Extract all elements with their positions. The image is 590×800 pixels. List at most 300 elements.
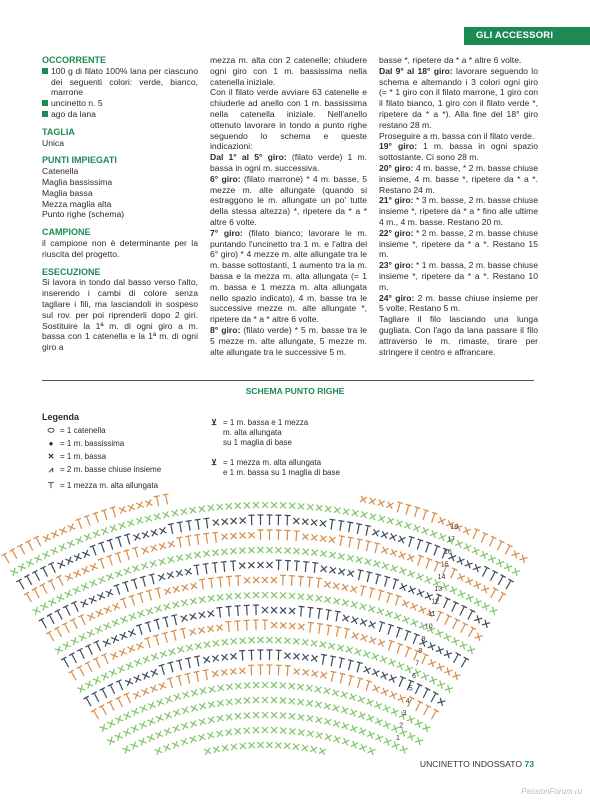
stitch-hdc [384, 592, 393, 603]
stitch-hdc [257, 665, 263, 675]
stitch-hdc [194, 671, 202, 682]
stitch-hdc [181, 615, 188, 622]
stitch-sc [98, 576, 106, 584]
stitch-sc [342, 599, 349, 606]
stitch-sc [359, 603, 366, 610]
stitch-sc [266, 742, 272, 748]
stitch-hdc [159, 527, 166, 534]
stitch-hdc [284, 666, 291, 676]
stitch-sc [198, 506, 205, 513]
stitch-hdc [355, 678, 364, 689]
punto-item: Punto righe (schema) [42, 209, 125, 220]
stitch-sc [92, 530, 100, 538]
stitch-sc [103, 622, 111, 630]
stitch-sc [387, 517, 394, 524]
stitch-sc [141, 562, 148, 569]
stitch-sc [199, 703, 206, 710]
stitch-hdc [473, 581, 481, 589]
stitch-hdc [150, 545, 157, 552]
stitch-hdc [96, 609, 104, 617]
stitch-hdc [324, 610, 332, 621]
stitch-hdc [17, 544, 27, 556]
stitch-hdc [235, 576, 242, 586]
stitch-hdc [235, 606, 242, 616]
stitch-hdc [275, 665, 281, 675]
paragraph: Tagliare il filo lasciando una lunga gugliata. Con l'ago da lana passare il filo attraverso le m. rimaste, tirare per stringere il centro e affrancare. [379, 314, 538, 357]
stitch-hdc [320, 535, 327, 542]
stitch-hdc [171, 630, 179, 641]
stitch-sc [306, 685, 313, 692]
stitch-sc [396, 520, 403, 527]
stitch-sc [81, 583, 89, 591]
stitch-sc [120, 616, 128, 624]
stitch-sc [212, 549, 219, 556]
stitch-sc [221, 639, 228, 646]
stitch-sc [194, 552, 201, 559]
stitch-sc [512, 568, 520, 576]
stitch-sc [333, 720, 340, 727]
stitch-hdc [107, 701, 117, 713]
stitch-hdc [145, 500, 152, 507]
stitch-hdc [363, 525, 371, 536]
stitch-hdc [48, 579, 58, 591]
stitch-sc [302, 639, 309, 646]
stitch-hdc [402, 630, 411, 641]
stitch-hdc [77, 648, 87, 660]
stitch-hdc [140, 576, 148, 587]
stitch-hdc [480, 566, 490, 578]
stitch-hdc [381, 688, 389, 696]
stitch-hdc [481, 585, 489, 593]
stitch-sc [341, 722, 348, 729]
stitch-sc [375, 718, 383, 726]
stitch-hdc [185, 536, 193, 547]
stitch-hdc [262, 607, 268, 613]
occorrente-item: uncinetto n. 5 [42, 98, 198, 109]
stitch-sc [289, 503, 295, 509]
stitch-sc [156, 699, 164, 707]
stitch-sc [289, 698, 296, 705]
stitch-hdc [311, 655, 318, 662]
stitch-sc [333, 736, 340, 743]
stitch-sc [239, 547, 245, 553]
stitch-sc [298, 593, 305, 600]
stitch-sc [288, 683, 294, 689]
stitch-hdc [90, 545, 99, 556]
stitch-sc [377, 608, 384, 615]
stitch-hdc [302, 518, 308, 524]
stitch-sc [71, 637, 79, 645]
stitch-sc [415, 737, 423, 745]
stitch-sc [55, 646, 63, 654]
stitch-sc [324, 718, 331, 725]
punti-title: PUNTI IMPIEGATI [42, 155, 117, 166]
stitch-sc [378, 515, 385, 522]
legend-text: = 1 catenella [60, 426, 106, 435]
stitch-hdc [465, 577, 473, 585]
stitch-sc [177, 646, 184, 653]
stitch-sc [163, 603, 170, 610]
stitch-sc [226, 684, 233, 691]
stitch-hdc [16, 579, 26, 591]
stitch-hdc [57, 560, 65, 568]
stitch-hdc [253, 605, 259, 615]
stitch-hdc [190, 582, 197, 589]
stitch-hdc [415, 555, 424, 566]
row-number: 9 [421, 635, 426, 643]
stitch-hdc [329, 671, 337, 682]
stitch-sc [131, 725, 139, 733]
stitch-hdc [97, 592, 105, 600]
stitch-hdc [350, 586, 357, 593]
stitch-hdc [482, 620, 490, 628]
stitch-sc [155, 605, 162, 612]
stitch-hdc [463, 527, 471, 535]
stitch-hdc [154, 619, 162, 630]
stitch-sc [244, 712, 250, 718]
stitch-sc [262, 727, 268, 733]
stitch-hdc [98, 558, 107, 569]
stitch-hdc [288, 576, 295, 586]
stitch-sc [466, 594, 474, 602]
stitch-hdc [212, 655, 219, 662]
stitch-sc [26, 559, 34, 567]
stitch-sc [311, 549, 318, 556]
stitch-hdc [136, 642, 144, 650]
round-text: * 2 m. basse, 2 m. basse chiuse insieme *, ripetere da * a *. Restano 15 m. [379, 227, 538, 260]
stitch-sc [75, 537, 83, 545]
stitch-sc [333, 598, 340, 605]
stitch-sc [352, 510, 359, 517]
stitch-sc [147, 734, 155, 742]
stitch-hdc [358, 586, 366, 597]
stitch-hdc [212, 670, 219, 677]
stitch-hdc [394, 643, 403, 654]
stitch-hdc [111, 635, 119, 643]
occorrente-item: 100 g di filato 100% lana per ciascuno dei seguenti colori: verde, bianco, marrone [42, 66, 198, 98]
stitch-sc [451, 637, 459, 645]
stitch-sc [136, 517, 143, 524]
stitch-hdc [230, 561, 237, 571]
stitch-hdc [459, 657, 469, 669]
stitch-hdc [293, 668, 300, 675]
stitch-hdc [142, 531, 149, 538]
stitch-hdc [382, 576, 390, 587]
stitch-hdc [203, 564, 210, 575]
stitch-sc [258, 742, 264, 748]
stitch-sc [40, 602, 48, 610]
stitch-sc [174, 693, 181, 700]
stitch-sc [189, 507, 196, 514]
row-number: 12 [431, 598, 439, 606]
stitch-hdc [124, 534, 133, 545]
stitch-hdc [208, 610, 215, 617]
stitch-hdc [240, 517, 246, 523]
stitch-sc [400, 746, 408, 754]
stitch-sc [134, 659, 142, 667]
stitch-sc [48, 598, 56, 606]
stitch-sc [180, 508, 187, 515]
stitch-sc [369, 513, 376, 520]
stitch-sc [204, 748, 211, 755]
stitch-hdc [393, 595, 402, 606]
stitch-hdc [511, 550, 519, 558]
stitch-hdc [450, 618, 460, 630]
stitch-hdc [132, 547, 140, 558]
stitch-sc [118, 522, 125, 529]
stitch-hdc [230, 533, 236, 539]
stitch-sc [343, 508, 350, 515]
stitch-hdc [496, 575, 506, 587]
stitch-sc [407, 570, 415, 578]
stitch-sc [110, 525, 118, 533]
stitch-hdc [417, 589, 425, 597]
stitch-sc [297, 684, 304, 691]
stitch-hdc [302, 669, 309, 676]
stitch-hdc [167, 662, 175, 673]
stitch-hdc [85, 661, 95, 673]
stitch-sc [67, 540, 75, 548]
stitch-hdc [284, 530, 290, 540]
stitch-sc [275, 637, 281, 643]
stitch-sc [488, 555, 496, 563]
stitch-hdc [151, 529, 158, 536]
stitch-sc [147, 718, 155, 726]
campione-title: CAMPIONE [42, 227, 91, 238]
stitch-hdc [378, 639, 386, 647]
stitch-hdc [372, 669, 380, 677]
stitch-hdc [372, 543, 380, 554]
stitch-sc [172, 725, 180, 733]
stitch-sc [359, 744, 367, 752]
stitch-hdc [449, 601, 459, 613]
row-number: 16 [444, 549, 452, 556]
stitch-sc [244, 682, 250, 688]
stitch-hdc [122, 581, 131, 592]
stitch-sc [342, 738, 349, 745]
stitch-sc [360, 511, 367, 518]
stitch-hdc [185, 658, 193, 669]
stitch-hdc [432, 561, 441, 572]
stitch-hdc [125, 678, 133, 686]
stitch-hdc [181, 584, 188, 591]
stitch-hdc [341, 584, 348, 591]
stitch-sc [311, 640, 318, 647]
stitch-hdc [320, 654, 328, 665]
stitch-hdc [438, 517, 446, 525]
stitch-sc [413, 525, 421, 533]
stitch-hdc [325, 625, 333, 636]
stitch-hdc [63, 605, 73, 617]
stitch-hdc [9, 548, 19, 560]
stitch-sc [383, 721, 391, 729]
stitch-hdc [222, 518, 228, 524]
stitch-hdc [91, 692, 101, 704]
stitch-sc [190, 720, 197, 727]
stitch-hdc [360, 496, 367, 503]
stitch-sc [307, 730, 314, 737]
stitch-hdc [302, 654, 309, 661]
stitch-sc [474, 598, 482, 606]
stitch-hdc [185, 673, 193, 684]
stitch-hdc [457, 573, 465, 581]
stitch-hdc [225, 621, 232, 632]
stitch-hdc [413, 701, 423, 713]
stitch-hdc [221, 562, 228, 573]
stitch-sc [443, 633, 451, 641]
stitch-hdc [87, 613, 95, 621]
stitch-hdc [410, 633, 419, 645]
stitch-sc [123, 712, 131, 720]
stitch-sc [363, 650, 370, 657]
stitch-sc [262, 697, 268, 703]
punto-item: Maglia bassa [42, 187, 93, 198]
stitch-sc [271, 727, 277, 733]
stitch-sc [160, 650, 167, 657]
stitch-sc [56, 594, 64, 602]
stitch-hdc [65, 573, 73, 581]
stitch-hdc [266, 650, 272, 660]
stitch-hdc [203, 518, 210, 529]
stitch-hdc [421, 688, 431, 700]
legend-text: = 1 mezza m. alta allungata [60, 481, 159, 490]
stitch-hdc [177, 522, 185, 533]
stitch-sc [34, 555, 42, 563]
stitch-hdc [360, 634, 367, 641]
stitch-hdc [347, 570, 354, 577]
stitch-sc [181, 738, 188, 745]
stitch-sc [437, 681, 445, 689]
stitch-sc [18, 563, 26, 571]
stitch-hdc [324, 581, 331, 588]
stitch-hdc [389, 533, 396, 540]
stitch-hdc [54, 627, 64, 639]
stitch-hdc [168, 524, 176, 535]
stitch-sc [164, 728, 172, 736]
stitch-sc [284, 547, 290, 553]
stitch-hdc [369, 498, 376, 505]
stitch-sc [323, 687, 330, 694]
stitch-hdc [32, 588, 42, 600]
stitch-hdc [311, 534, 318, 541]
stitch-sc [199, 596, 206, 603]
legend-text: = 1 m. bassa [60, 452, 107, 461]
stitch-hdc [356, 570, 364, 581]
stitch-sc [301, 745, 308, 752]
punto-item: Maglia bassissima [42, 176, 113, 187]
round-label: 21° giro: [379, 195, 414, 206]
stitch-sc [42, 551, 50, 559]
stitch-sc [204, 641, 211, 648]
stitch-sc [101, 672, 109, 680]
stitch-hdc [149, 574, 157, 585]
stitch-hdc [429, 709, 439, 721]
stitch-hdc [293, 561, 300, 571]
stitch-sc [172, 601, 179, 608]
stitch-sc [373, 560, 380, 567]
stitch-sc [150, 560, 157, 567]
stitch-hdc [394, 627, 403, 638]
stitch-sc [359, 728, 367, 736]
stitch-hdc [145, 622, 154, 633]
stitch-hdc [163, 494, 171, 505]
stitch-hdc [380, 672, 388, 680]
stitch-hdc [377, 622, 386, 633]
stitch-sc [182, 707, 189, 714]
stitch-hdc [311, 670, 318, 677]
stitch-hdc [307, 607, 314, 618]
stitch-sc [316, 505, 323, 512]
stitch-sc [253, 592, 259, 598]
stitch-hdc [257, 515, 263, 525]
stitch-hdc [180, 628, 188, 639]
stitch-hdc [488, 570, 498, 582]
stitch-hdc [61, 657, 71, 669]
stitch-sc [101, 527, 109, 535]
round-text: (filato verde) 1 m. bassa in ogni m. successiva. [210, 152, 367, 173]
single-crochet-icon: ✕ [47, 452, 55, 461]
stitch-sc [366, 699, 374, 707]
stitch-sc [155, 747, 163, 755]
stitch-hdc [39, 618, 49, 630]
stitch-hdc [271, 577, 277, 583]
stitch-hdc [284, 653, 290, 659]
stitch-sc [139, 721, 147, 729]
stitch-sc [165, 696, 173, 704]
stitch-sc [380, 656, 388, 664]
stitch-hdc [386, 502, 393, 509]
stitch-hdc [316, 624, 323, 635]
stitch-hdc [173, 586, 180, 593]
stitch-hdc [275, 650, 281, 660]
occorrente-item: ago da lana [42, 109, 198, 120]
stitch-sc [459, 641, 467, 649]
stitch-hdc [475, 633, 483, 641]
stitch-hdc [311, 562, 318, 573]
stitch-hdc [55, 609, 65, 621]
stitch-sc [185, 553, 192, 560]
stitch-sc [358, 696, 366, 704]
stitch-hdc [81, 566, 89, 574]
stitch-hdc [51, 530, 59, 538]
stitch-sc [280, 727, 286, 733]
stitch-sc [385, 610, 393, 618]
stitch-sc [266, 637, 272, 643]
stitch-sc [275, 547, 281, 553]
stitch-sc [504, 563, 512, 571]
stitch-sc [226, 699, 233, 706]
stitch-sc [364, 558, 371, 565]
stitch-hdc [123, 550, 132, 561]
stitch-hdc [167, 678, 176, 689]
stitch-hdc [226, 576, 233, 586]
stitch-hdc [257, 562, 263, 568]
stitch-hdc [93, 657, 103, 669]
stitch-hdc [68, 524, 76, 532]
stitch-sc [115, 733, 123, 741]
stitch-sc [164, 712, 172, 720]
stitch-hdc [444, 650, 452, 658]
stitch-hdc [40, 583, 50, 595]
stitch-hdc [129, 595, 138, 606]
stitch-sc [293, 638, 299, 644]
row-number: 13 [434, 586, 443, 594]
stitch-sc [302, 549, 309, 556]
stitch-hdc [390, 579, 399, 590]
stitch-hdc [69, 670, 79, 682]
stitch-hdc [271, 622, 277, 628]
stitch-sc [244, 592, 250, 598]
